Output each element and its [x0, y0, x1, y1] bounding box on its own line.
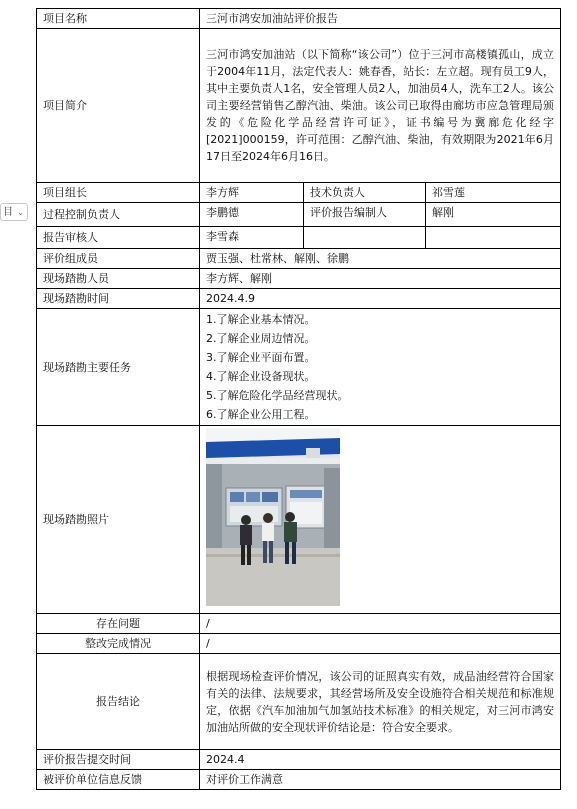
- survey-people-label: 现场踏勘人员: [37, 269, 200, 289]
- task-item: 4.了解企业设备现状。: [206, 370, 316, 383]
- row-tasks: [37, 309, 561, 426]
- row-rectify: [37, 634, 561, 654]
- feedback-value[interactable]: 对评价工作满意: [200, 770, 561, 790]
- row-leader: [37, 183, 561, 203]
- tasks-label: 现场踏勘主要任务: [37, 309, 200, 426]
- row-survey-people: [37, 269, 561, 289]
- feedback-label: 被评价单位信息反馈: [37, 770, 200, 790]
- project-name-label: 项目名称: [37, 9, 200, 29]
- tech-label: 技术负责人: [304, 183, 426, 203]
- site-survey-photo[interactable]: [206, 428, 340, 606]
- reviewer-value[interactable]: 李雪森: [200, 227, 304, 249]
- leader-label: 项目组长: [37, 183, 200, 203]
- reviewer-label: 报告审核人: [37, 227, 200, 249]
- issues-value[interactable]: /: [200, 614, 561, 634]
- rectify-label: 整改完成情况: [37, 634, 200, 654]
- row-submit-time: [37, 750, 561, 770]
- photo-cell: [200, 426, 561, 614]
- photo-image: [206, 428, 340, 606]
- writer-value[interactable]: 解刚: [426, 203, 561, 227]
- tech-value[interactable]: 祁雪莲: [426, 183, 561, 203]
- process-value[interactable]: 李鹏德: [200, 203, 304, 227]
- row-intro: [37, 29, 561, 183]
- task-item: 2.了解企业周边情况。: [206, 332, 316, 345]
- members-value[interactable]: 贾玉强、杜常林、解刚、徐鹏: [200, 249, 561, 269]
- project-name-value[interactable]: 三河市鸿安加油站评价报告: [200, 9, 561, 29]
- row-photo: [37, 426, 561, 614]
- row-issues: [37, 614, 561, 634]
- task-item: 3.了解企业平面布置。: [206, 351, 316, 364]
- photo-label: 现场踏勘照片: [37, 426, 200, 614]
- style-dropdown[interactable]: [0, 203, 28, 221]
- row-reviewer: [37, 227, 561, 249]
- intro-label: 项目简介: [37, 29, 200, 183]
- row-survey-time: [37, 289, 561, 309]
- task-item: 5.了解危险化学品经营现状。: [206, 389, 349, 402]
- submit-label: 评价报告提交时间: [37, 750, 200, 770]
- row-conclusion: [37, 654, 561, 750]
- process-label: 过程控制负责人: [37, 203, 200, 227]
- survey-people-value[interactable]: 李方辉、解刚: [200, 269, 561, 289]
- survey-time-value[interactable]: 2024.4.9: [200, 289, 561, 309]
- task-item: 6.了解企业公用工程。: [206, 408, 316, 421]
- members-label: 评价组成员: [37, 249, 200, 269]
- row-members: [37, 249, 561, 269]
- tasks-list[interactable]: [200, 309, 561, 426]
- empty-cell[interactable]: [426, 227, 561, 249]
- leader-value[interactable]: 李方辉: [200, 183, 304, 203]
- style-dropdown-label: 目: [3, 207, 13, 218]
- row-process: [37, 203, 561, 227]
- submit-value[interactable]: 2024.4: [200, 750, 561, 770]
- issues-label: 存在问题: [37, 614, 200, 634]
- conclusion-label: 报告结论: [37, 654, 200, 750]
- empty-cell[interactable]: [304, 227, 426, 249]
- task-item: 1.了解企业基本情况。: [206, 313, 316, 326]
- evaluation-report-table: [36, 8, 561, 790]
- row-project-name: [37, 9, 561, 29]
- survey-time-label: 现场踏勘时间: [37, 289, 200, 309]
- writer-label: 评价报告编制人: [304, 203, 426, 227]
- conclusion-text[interactable]: 根据现场检查评价情况，该公司的证照真实有效，成品油经营符合国家有关的法律、法规要求，其经营场所及安全设施符合相关规范和标准规定，依据《汽车加油加气加氢站技术标准》的相关规定，对三河市鸿安加油站所做的安全现状评价结论是：符合安全要求。: [200, 654, 561, 750]
- chevron-down-icon: ⌄: [17, 208, 24, 217]
- intro-text[interactable]: 三河市鸿安加油站（以下简称“该公司”）位于三河市高楼镇孤山，成立于2004年11月，法定代表人：姚春香，站长：左立超。现有员工9人，其中主要负责人1名，安全管理人员2人，加油员4人，洗车工2人。该公司主要经营销售乙醇汽油、柴油。该公司已取得由廊坊市应急管理局颁发的《危险化学品经营许可证》，证书编号为冀廊危化经字[2021]000159，许可范围：乙醇汽油、柴油，有效期限为2021年6月17日至2024年6月16日。: [200, 29, 561, 183]
- row-feedback: [37, 770, 561, 790]
- rectify-value[interactable]: /: [200, 634, 561, 654]
